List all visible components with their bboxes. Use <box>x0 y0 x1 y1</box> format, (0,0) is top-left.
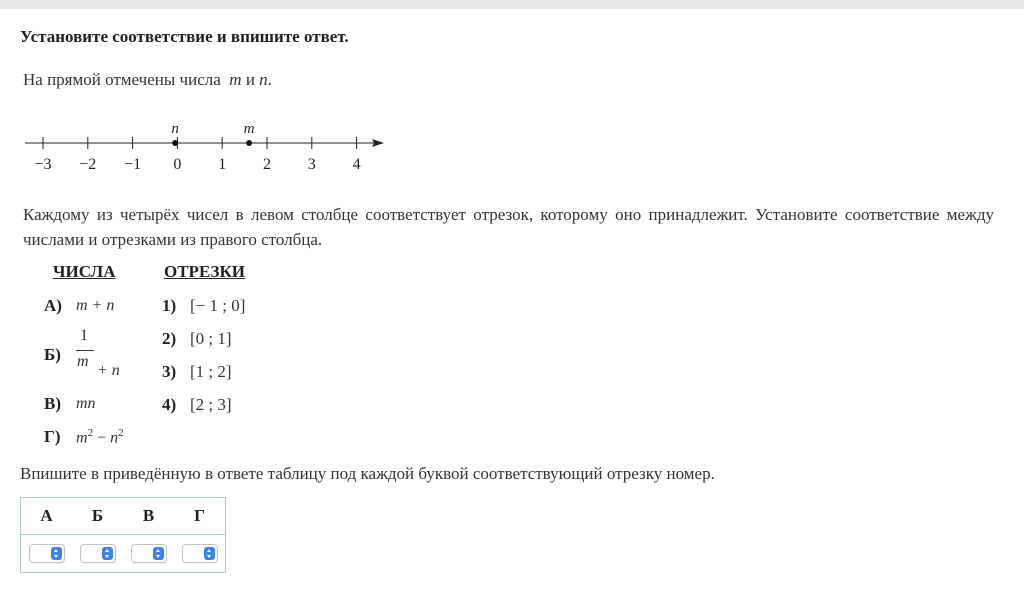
number-b-numerator: 1 <box>80 327 88 344</box>
answer-header-a: А <box>21 498 73 535</box>
number-line <box>0 110 400 180</box>
number-label-v: В) <box>44 394 61 413</box>
number-line-point-label-n: n <box>171 121 179 137</box>
number-line-point-label-m: m <box>243 121 255 137</box>
select-arrows-icon <box>102 547 113 560</box>
number-line-tick-label: −3 <box>34 156 52 173</box>
number-b-tail: + n <box>97 362 120 379</box>
g-op: − <box>97 429 111 447</box>
segments-column-header: ОТРЕЗКИ <box>164 262 246 281</box>
number-line-ticks <box>34 137 360 173</box>
number-line-tick-label: −2 <box>79 156 97 173</box>
task-paragraph: Каждому из четырёх чисел в левом столбце соответствует отрезок, которому оно принадлежит. Установите соответствие между числами и отрезками из правого столбца. <box>23 205 994 249</box>
number-line-tick-label: 2 <box>263 156 271 173</box>
number-line-points <box>171 121 254 146</box>
select-arrows-icon <box>153 547 164 560</box>
segment-text-3: [1 ; 2] <box>190 362 232 381</box>
answer-select-a[interactable] <box>29 544 65 563</box>
var-m: m <box>229 70 242 89</box>
g-base2: n <box>110 429 119 447</box>
intro-text: На прямой отмечены числа <box>23 70 221 89</box>
numbers-column-header: ЧИСЛА <box>53 262 116 281</box>
number-expr-g <box>76 427 124 447</box>
answer-header-b: Б <box>72 498 123 535</box>
g-exp1: 2 <box>87 427 94 439</box>
answer-cell-v <box>123 535 174 573</box>
intro-conj: и <box>245 70 255 89</box>
number-line-tick-label: 1 <box>218 156 227 173</box>
g-base1: m <box>76 429 88 447</box>
answer-header-v: В <box>123 498 174 535</box>
number-label-g: Г) <box>44 427 61 446</box>
answer-instruction: Впишите в приведённую в ответе таблицу под каждой буквой соответствующий отрезку номер. <box>20 464 715 483</box>
task-intro <box>23 70 272 90</box>
segment-label-1: 1) <box>162 296 177 315</box>
answer-cell-a <box>21 535 73 573</box>
answer-header-g: Г <box>174 498 226 535</box>
select-arrows-icon <box>204 547 215 560</box>
segment-text-2: [0 ; 1] <box>190 329 232 348</box>
number-label-b: Б) <box>44 345 61 364</box>
number-b-denominator: m <box>77 353 89 370</box>
number-line-point-n <box>172 140 178 146</box>
answer-select-g[interactable] <box>182 544 218 563</box>
select-arrows-icon <box>51 547 62 560</box>
var-n: n <box>259 70 268 89</box>
number-line-tick-label: 4 <box>352 156 361 173</box>
answer-table <box>20 497 226 573</box>
number-expr-v: mn <box>76 395 96 412</box>
segment-label-4: 4) <box>162 395 177 414</box>
number-line-tick-label: 3 <box>307 156 316 173</box>
g-exp2: 2 <box>118 427 124 439</box>
answer-select-v[interactable] <box>131 544 167 563</box>
number-line-tick-label: 0 <box>173 156 182 173</box>
segment-text-1: [− 1 ; 0] <box>190 296 246 315</box>
number-label-a: А) <box>44 296 62 315</box>
number-line-point-m <box>246 140 252 146</box>
intro-suffix: . <box>267 70 272 89</box>
number-expr-a: m + n <box>76 297 115 314</box>
segment-text-4: [2 ; 3] <box>190 395 232 414</box>
number-b-fraction-bar <box>76 350 94 351</box>
answer-cell-g <box>174 535 226 573</box>
top-bar <box>0 0 1024 9</box>
segment-label-3: 3) <box>162 362 177 381</box>
answer-cell-b <box>72 535 123 573</box>
task-instruction: Установите соответствие и впишите ответ. <box>20 27 349 46</box>
answer-select-b[interactable] <box>80 544 116 563</box>
segment-label-2: 2) <box>162 329 177 348</box>
number-line-tick-label: −1 <box>124 156 142 173</box>
